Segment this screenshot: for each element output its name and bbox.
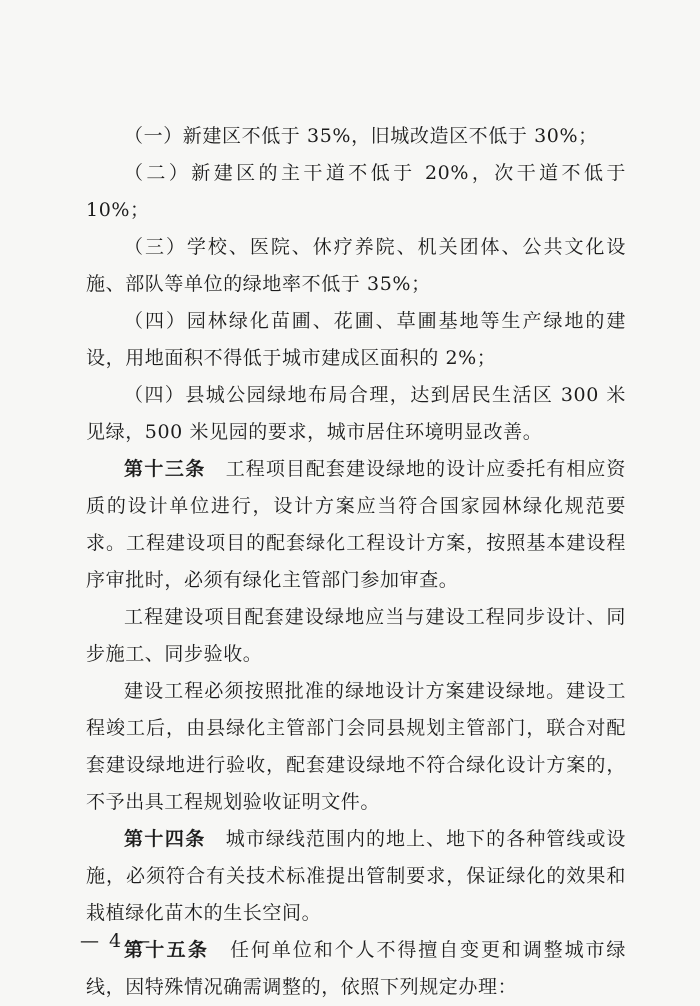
- paragraph-7: [86, 599, 626, 673]
- paragraph-text: （二）新建区的主干道不低于 20%，次干道不低于 10%；: [86, 162, 626, 221]
- paragraph-text: （四）县城公园绿地布局合理，达到居民生活区 300 米见绿，500 米见园的要求，城市居住环境明显改善。: [86, 384, 626, 443]
- paragraph-text: 任何单位和个人不得擅自变更和调整城市绿线，因特殊情况确需调整的，依照下列规定办理：: [86, 939, 626, 998]
- article-heading: 第十四条: [124, 828, 206, 850]
- paragraph-text: 工程建设项目配套建设绿地应当与建设工程同步设计、同步施工、同步验收。: [86, 606, 626, 665]
- paragraph-text: （一）新建区不低于 35%，旧城改造区不低于 30%；: [124, 125, 598, 147]
- page-number: — 4 —: [80, 930, 153, 952]
- paragraph-1: [86, 118, 626, 155]
- article-14: [86, 821, 626, 932]
- paragraph-text: 工程项目配套建设绿地的设计应委托有相应资质的设计单位进行，设计方案应当符合国家园林绿化规范要求。工程建设项目的配套绿化工程设计方案，按照基本建设程序审批时，必须有绿化主管部门参加审查。: [86, 458, 626, 591]
- article-15: [86, 932, 626, 1006]
- paragraph-4: [86, 303, 626, 377]
- paragraph-3: [86, 229, 626, 303]
- paragraph-5: [86, 377, 626, 451]
- article-heading: 第十三条: [124, 458, 206, 480]
- paragraph-text: （三）学校、医院、休疗养院、机关团体、公共文化设施、部队等单位的绿地率不低于 35%；: [86, 236, 626, 295]
- paragraph-text: （四）园林绿化苗圃、花圃、草圃基地等生产绿地的建设，用地面积不得低于城市建成区面积的 2%；: [86, 310, 626, 369]
- article-13: [86, 451, 626, 599]
- document-body: [86, 118, 626, 1006]
- article-heading: 第十五条: [124, 939, 210, 961]
- paragraph-text: 城市绿线范围内的地上、地下的各种管线或设施，必须符合有关技术标准提出管制要求，保证绿化的效果和栽植绿化苗木的生长空间。: [86, 828, 626, 924]
- paragraph-2: [86, 155, 626, 229]
- paragraph-8: [86, 673, 626, 821]
- paragraph-text: 建设工程必须按照批准的绿地设计方案建设绿地。建设工程竣工后，由县绿化主管部门会同县规划主管部门，联合对配套建设绿地进行验收，配套建设绿地不符合绿化设计方案的，不予出具工程规划验收证明文件。: [86, 680, 626, 813]
